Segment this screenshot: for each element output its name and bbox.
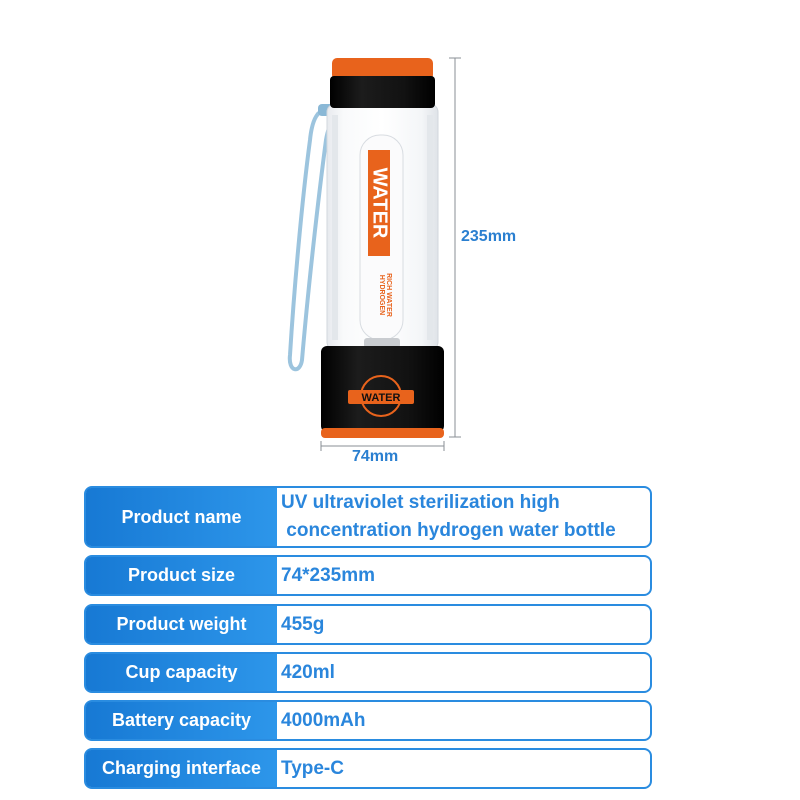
spec-label: Battery capacity: [86, 702, 277, 739]
bottle-brand-text: WATER: [368, 167, 391, 239]
base-orange-ring: [321, 428, 444, 438]
spec-value: 74*235mm: [281, 564, 376, 586]
spec-value: 420ml: [281, 661, 335, 683]
spec-label: Product name: [86, 488, 277, 546]
width-dimension-label: 74mm: [352, 448, 399, 465]
cap-black: [330, 76, 435, 108]
bottle-subtext-2: RICH WATER: [385, 273, 392, 317]
spec-label: Cup capacity: [86, 654, 277, 691]
spec-value-line-1: UV ultraviolet sterilization high: [281, 492, 560, 513]
bottle-subtext-1: HYDROGEN: [378, 274, 385, 316]
spec-value: 4000mAh: [281, 709, 366, 731]
spec-value: Type-C: [281, 757, 344, 779]
spec-value: [281, 488, 644, 546]
spec-label: Product weight: [86, 606, 277, 643]
base-black: [321, 346, 444, 432]
height-dimension-label: 235mm: [461, 228, 517, 245]
spec-label: Product size: [86, 557, 277, 594]
base-logo-text: WATER: [361, 392, 401, 404]
spec-value: 455g: [281, 613, 325, 635]
spec-row-battery-capacity: [84, 700, 652, 741]
spec-row-product-name: [84, 486, 652, 548]
spec-value-line-2: concentration hydrogen water bottle: [281, 520, 616, 541]
spec-label: Charging interface: [86, 750, 277, 787]
spec-row-product-weight: [84, 604, 652, 645]
spec-row-product-size: [84, 555, 652, 596]
spec-row-cup-capacity: [84, 652, 652, 693]
spec-row-charging-interface: [84, 748, 652, 789]
